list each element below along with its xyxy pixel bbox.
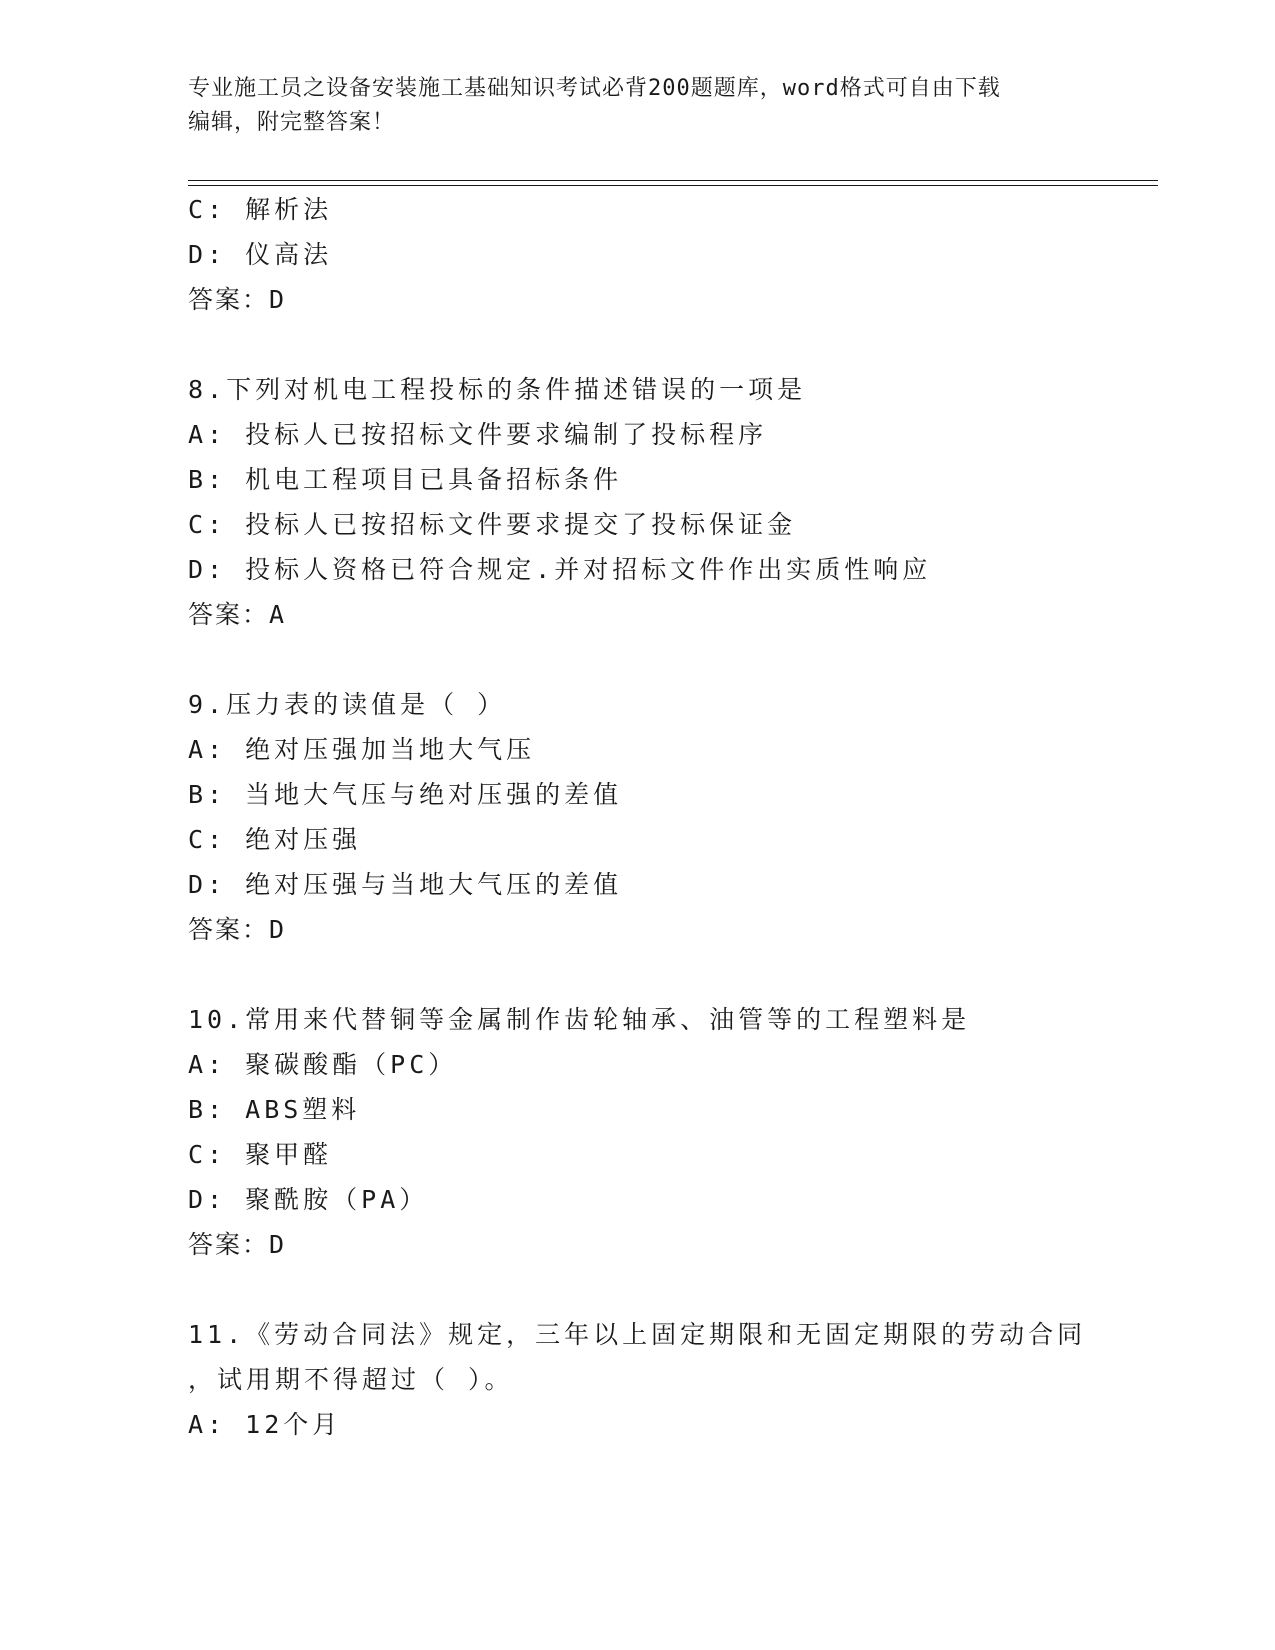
q7-option-d: D: 仪高法 [188,240,333,269]
q8-answer: 答案：A [188,600,287,629]
q8-option-b: B: 机电工程项目已具备招标条件 [188,465,623,494]
q10-answer: 答案：D [188,1230,287,1259]
q8-question: 8.下列对机电工程投标的条件描述错误的一项是 [188,375,807,404]
q10-option-a: A: 聚碳酸酯（PC） [188,1050,458,1079]
header-rule-bottom [188,185,1158,186]
q10-option-c: C: 聚甲醛 [188,1140,333,1169]
q11-question-line-2: ，试用期不得超过（ ）。 [188,1365,514,1394]
q10-question: 10.常用来代替铜等金属制作齿轮轴承、油管等的工程塑料是 [188,1005,971,1034]
header-rule-top [188,180,1158,181]
q9-question: 9.压力表的读值是（ ） [188,690,507,719]
q8-option-d: D: 投标人资格已符合规定.并对招标文件作出实质性响应 [188,555,932,584]
header-line-2: 编辑，附完整答案！ [188,110,396,135]
q9-answer: 答案：D [188,915,287,944]
q8-option-a: A: 投标人已按招标文件要求编制了投标程序 [188,420,768,449]
q11-option-a: A: 12个月 [188,1410,342,1439]
q8-option-c: C: 投标人已按招标文件要求提交了投标保证金 [188,510,797,539]
q10-option-b: B: ABS塑料 [188,1095,361,1124]
q9-option-b: B: 当地大气压与绝对压强的差值 [188,780,623,809]
q7-answer: 答案：D [188,285,287,314]
q10-option-d: D: 聚酰胺（PA） [188,1185,429,1214]
q7-option-c: C: 解析法 [188,195,333,224]
header-line-1: 专业施工员之设备安装施工基础知识考试必背200题题库，word格式可自由下载 [188,76,1001,101]
document-header [188,72,1088,140]
q9-option-a: A: 绝对压强加当地大气压 [188,735,536,764]
q9-option-c: C: 绝对压强 [188,825,362,854]
q9-option-d: D: 绝对压强与当地大气压的差值 [188,870,623,899]
q11-question-line-1: 11.《劳动合同法》规定，三年以上固定期限和无固定期限的劳动合同 [188,1320,1087,1349]
